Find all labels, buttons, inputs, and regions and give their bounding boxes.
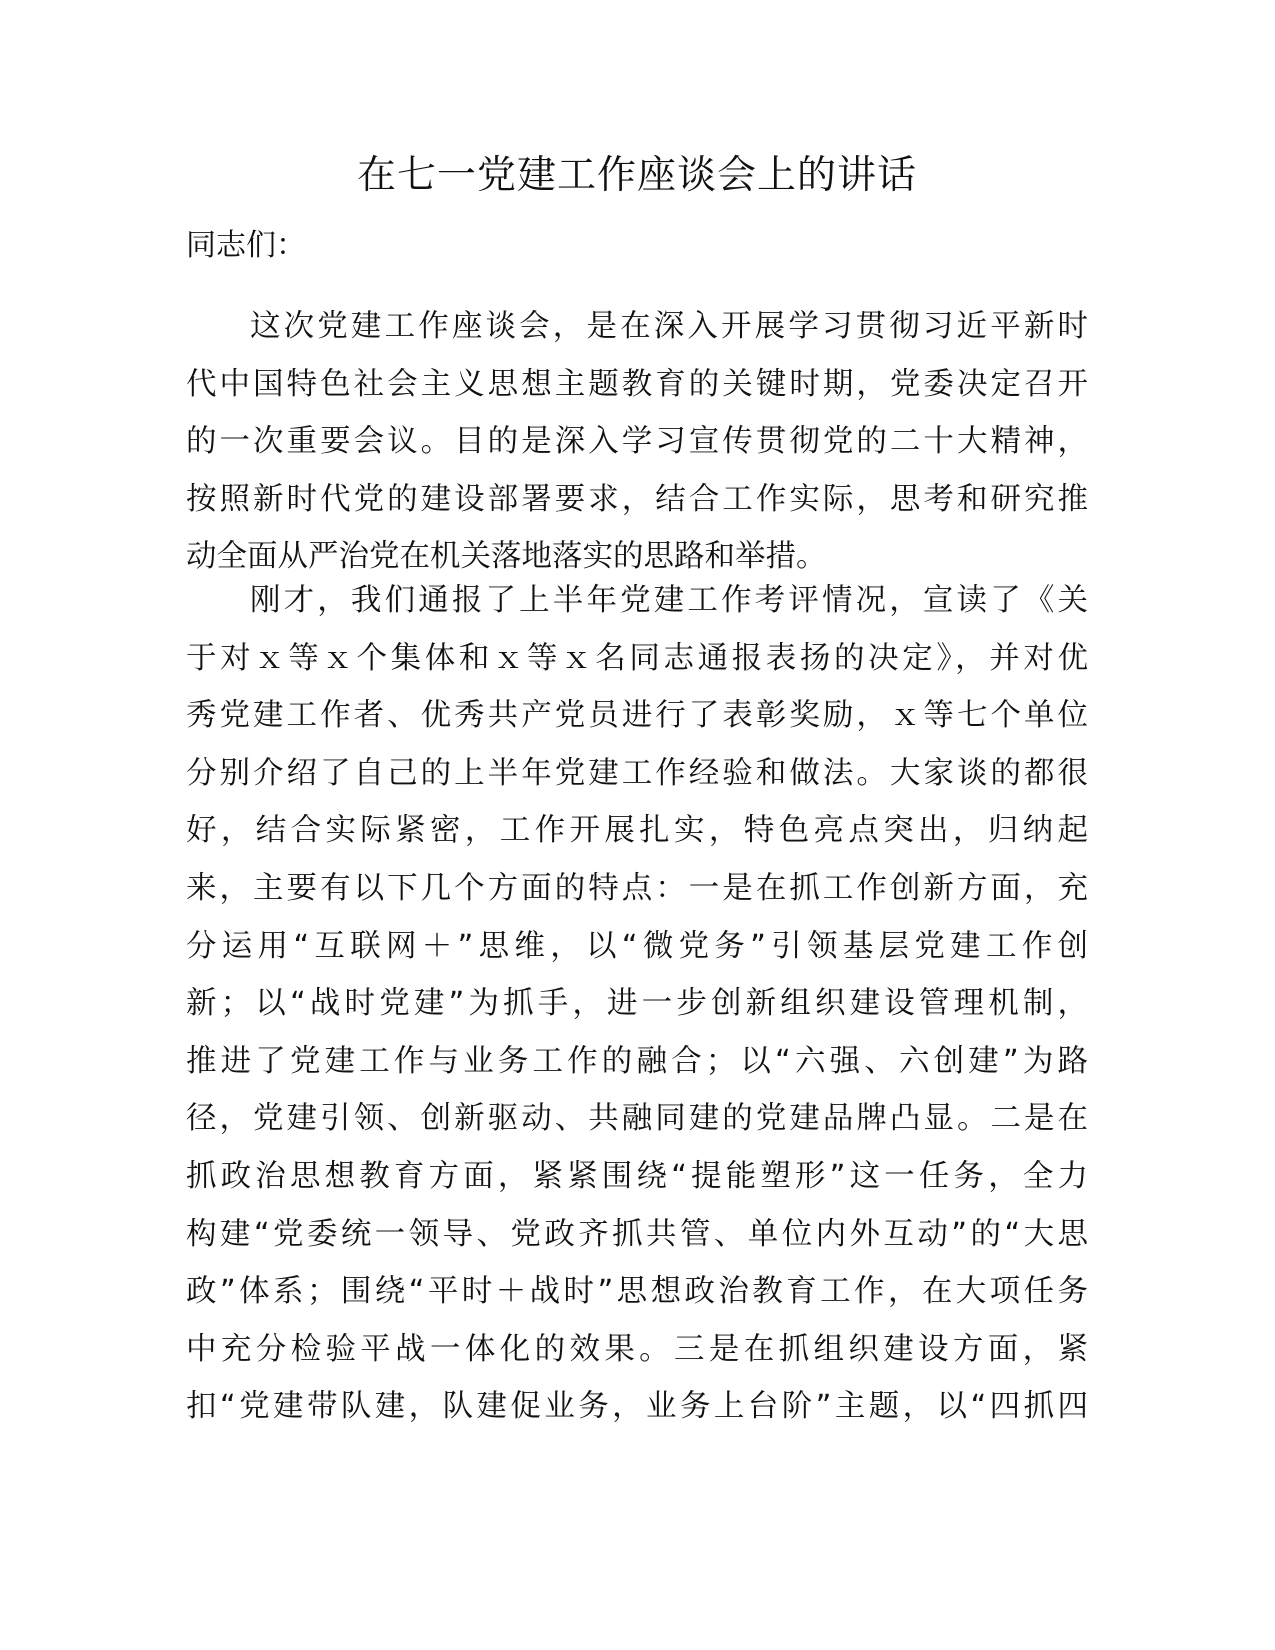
paragraph-line: 中充分检验平战一体化的效果。三是在抓组织建设方面，紧 (186, 1331, 1088, 1367)
paragraph-line: 径，党建引领、创新驱动、共融同建的党建品牌凸显。二是在 (186, 1101, 1088, 1137)
paragraph-line: 来，主要有以下几个方面的特点：一是在抓工作创新方面，充 (186, 870, 1088, 906)
paragraph-line: 政”体系；围绕“平时＋战时”思想政治教育工作，在大项任务 (186, 1274, 1088, 1310)
document-title: 在七一党建工作座谈会上的讲话 (356, 153, 917, 198)
paragraph-1 (186, 298, 1088, 586)
paragraph-line: 的一次重要会议。目的是深入学习宣传贯彻党的二十大精神， (186, 424, 1088, 460)
paragraph-line: 分运用“互联网＋”思维，以“微党务”引领基层党建工作创 (186, 928, 1088, 964)
paragraph-line: 构建“党委统一领导、党政齐抓共管、单位内外互动”的“大思 (186, 1216, 1088, 1252)
paragraph-line: 刚才，我们通报了上半年党建工作考评情况，宣读了《关 (250, 583, 1088, 618)
paragraph-line: 分别介绍了自己的上半年党建工作经验和做法。大家谈的都很 (186, 755, 1088, 791)
document-page (186, 0, 1088, 1650)
paragraph-line: 动全面从严治党在机关落地落实的思路和举措。 (186, 539, 827, 575)
paragraph-line: 这次党建工作座谈会，是在深入开展学习贯彻习近平新时 (250, 309, 1088, 344)
paragraph-line: 抓政治思想教育方面，紧紧围绕“提能塑形”这一任务，全力 (186, 1158, 1088, 1194)
paragraph-line: 于对ｘ等ｘ个集体和ｘ等ｘ名同志通报表扬的决定》，并对优 (186, 640, 1088, 676)
paragraph-line: 推进了党建工作与业务工作的融合；以“六强、六创建”为路 (186, 1043, 1088, 1079)
paragraph-line: 扣“党建带队建，队建促业务，业务上台阶”主题，以“四抓四 (186, 1389, 1088, 1425)
paragraph-line: 代中国特色社会主义思想主题教育的关键时期，党委决定召开 (186, 366, 1088, 402)
paragraph-line: 好，结合实际紧密，工作开展扎实，特色亮点突出，归纳起 (186, 813, 1088, 849)
paragraph-line: 按照新时代党的建设部署要求，结合工作实际，思考和研究推 (186, 481, 1088, 517)
paragraph-line: 新；以“战时党建”为抓手，进一步创新组织建设管理机制， (186, 986, 1088, 1022)
salutation: 同志们： (186, 228, 306, 263)
paragraph-line: 秀党建工作者、优秀共产党员进行了表彰奖励，ｘ等七个单位 (186, 698, 1088, 734)
paragraph-2 (186, 572, 1088, 1436)
